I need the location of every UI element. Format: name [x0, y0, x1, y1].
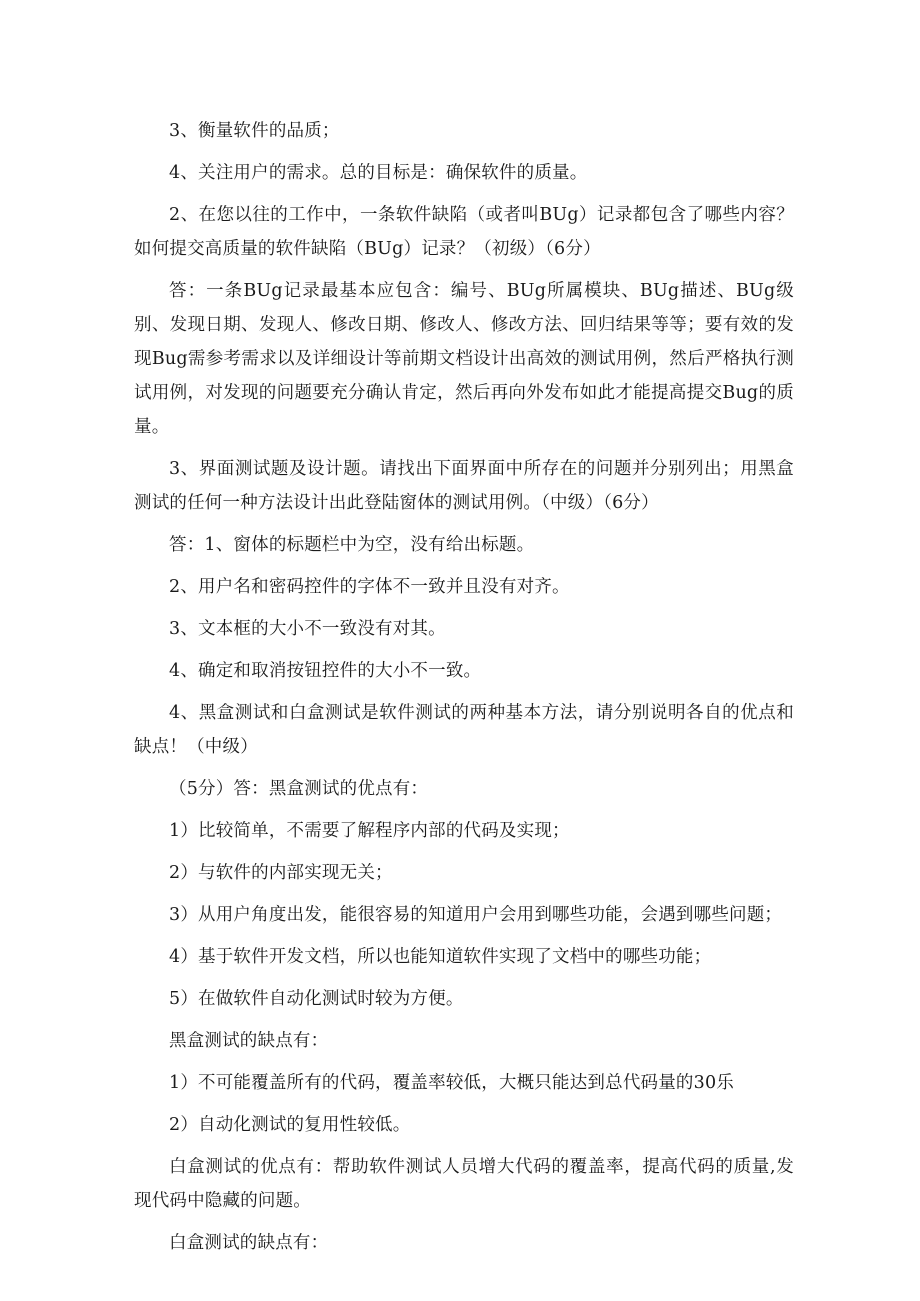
- blackbox-pro-4: 4）基于软件开发文档，所以也能知道软件实现了文档中的哪些功能；: [169, 947, 712, 967]
- document-body: [134, 114, 794, 1268]
- question-2-text: 2、在您以往的工作中，一条软件缺陷（或者叫BUg）记录都包含了哪些内容？如何提交高质量的软件缺陷（BUg）记录？（初级）（6分）: [134, 205, 794, 259]
- blackbox-pro-3: 3）从用户角度出发，能很容易的知道用户会用到哪些功能，会遇到哪些问题；: [169, 905, 783, 925]
- blackbox-cons-heading: 黑盒测试的缺点有：: [169, 1031, 329, 1051]
- answer-2-text: 答：一条BUg记录最基本应包含：编号、BUg所属模块、BUg描述、BUg级别、发现日期、发现人、修改日期、修改人、修改方法、回归结果等等；要有效的发现Bug需参考需求以及详细设计等前期文档设计出高效的测试用例，然后严格执行测试用例，对发现的问题要充分确认肯定，然后再向外发布如此才能提高提交Bug的质量。: [134, 281, 794, 437]
- paragraph-1: 3、衡量软件的品质；: [169, 121, 340, 141]
- answer-3-item-4: 4、确定和取消按钮控件的大小不一致。: [169, 661, 482, 681]
- answer-3-item-1: 答：1、窗体的标题栏中为空，没有给出标题。: [169, 535, 535, 555]
- blackbox-pro-1: 1）比较简单，不需要了解程序内部的代码及实现；: [169, 821, 570, 841]
- blackbox-con-1: 1）不可能覆盖所有的代码，覆盖率较低，大概只能达到总代码量的30乐: [169, 1073, 734, 1093]
- blackbox-con-2: 2）自动化测试的复用性较低。: [169, 1115, 411, 1135]
- whitebox-pros: 白盒测试的优点有：帮助软件测试人员增大代码的覆盖率，提高代码的质量,发现代码中隐藏的问题。: [134, 1157, 794, 1211]
- answer-3-item-2: 2、用户名和密码控件的字体不一致并且没有对齐。: [169, 577, 570, 597]
- blackbox-pro-5: 5）在做软件自动化测试时较为方便。: [169, 989, 464, 1009]
- question-4-text: 4、黑盒测试和白盒测试是软件测试的两种基本方法，请分别说明各自的优点和缺点！（中级）: [134, 703, 794, 757]
- paragraph-2: 4、关注用户的需求。总的目标是：确保软件的质量。: [169, 163, 588, 183]
- answer-4-intro: （5分）答：黑盒测试的优点有：: [169, 779, 429, 799]
- question-3-text: 3、界面测试题及设计题。请找出下面界面中所存在的问题并分别列出；用黑盒测试的任何一种方法设计出此登陆窗体的测试用例。（中级）（6分）: [134, 459, 794, 513]
- whitebox-cons-heading: 白盒测试的缺点有：: [169, 1233, 329, 1253]
- blackbox-pro-2: 2）与软件的内部实现无关；: [169, 863, 393, 883]
- answer-3-item-3: 3、文本框的大小不一致没有对其。: [169, 619, 446, 639]
